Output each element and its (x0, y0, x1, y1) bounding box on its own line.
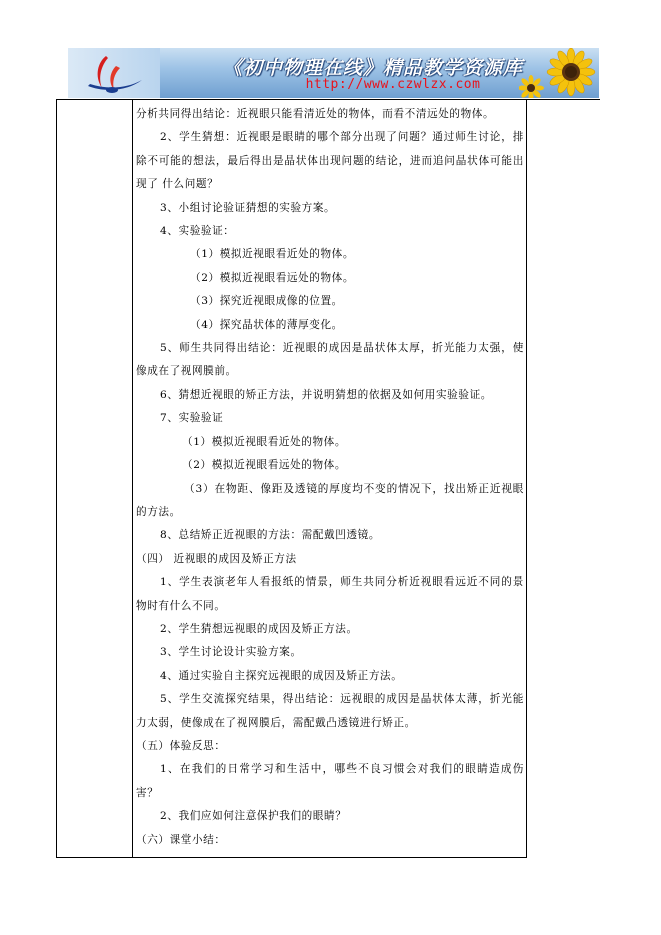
paragraph: 1、在我们的日常学习和生活中，哪些不良习惯会对我们的眼睛造成伤害？ (136, 763, 524, 799)
list-item: （1）模拟近视眼看近处的物体。 (182, 435, 347, 448)
section-heading: （四） 近视眼的成因及矫正方法 (136, 552, 297, 565)
table-border-right (526, 99, 527, 858)
paragraph: 4、实验验证： (160, 225, 235, 238)
section-heading: （六）课堂小结： (136, 833, 226, 846)
header-banner (68, 48, 599, 98)
logo-icon (68, 48, 160, 98)
paragraph: 4、通过实验自主探究远视眼的成因及矫正方法。 (160, 669, 403, 682)
table-column-divider (132, 99, 133, 858)
list-item: （1）模拟近视眼看近处的物体。 (190, 248, 355, 261)
paragraph: 7、实验验证 (160, 412, 224, 425)
banner-title: 《初中物理在线》精品教学资源库 (222, 57, 523, 79)
paragraph: 3、学生讨论设计实验方案。 (160, 646, 302, 659)
section-heading: （五）体验反思： (136, 739, 226, 752)
list-item: （2）模拟近视眼看远处的物体。 (182, 459, 347, 472)
logo-area (68, 48, 160, 98)
sunflower-icon (519, 48, 599, 98)
list-item: （3）探究近视眼成像的位置。 (190, 295, 343, 308)
paragraph: 2、学生猜想远视眼的成因及矫正方法。 (160, 622, 358, 635)
lesson-content (136, 103, 524, 852)
list-item: （3）在物距、像距及透镜的厚度均不变的情况下，找出矫正近视眼的方法。 (136, 482, 524, 518)
paragraph: 1、学生表演老年人看报纸的情景，师生共同分析近视眼看远近不同的景物时有什么不同。 (136, 576, 524, 612)
paragraph: 分析共同得出结论：近视眼只能看清近处的物体，而看不清远处的物体。 (136, 108, 495, 120)
paragraph: 3、小组讨论验证猜想的实验方案。 (160, 201, 336, 214)
table-border-left (56, 99, 57, 858)
paragraph: 6、猜想近视眼的矫正方法，并说明猜想的依据及如何用实验验证。 (160, 388, 492, 401)
list-item: （2）模拟近视眼看远处的物体。 (190, 271, 355, 284)
table-border-top (56, 99, 600, 100)
banner-url[interactable]: http://www.czwlzx.com (305, 77, 481, 92)
table-border-bottom (56, 857, 527, 858)
paragraph: 2、学生猜想：近视眼是眼睛的哪个部分出现了问题？通过师生讨论，排除不可能的想法，最后得出是晶状体出现问题的结论，进而追问晶状体可能出现了 什么问题？ (136, 131, 524, 191)
paragraph: 8、总结矫正近视眼的方法：需配戴凹透镜。 (160, 529, 381, 542)
list-item: （4）探究晶状体的薄厚变化。 (190, 318, 343, 331)
paragraph: 2、我们应如何注意保护我们的眼睛？ (160, 810, 347, 823)
paragraph: 5、学生交流探究结果，得出结论：远视眼的成因是晶状体太薄，折光能力太弱，使像成在了视网膜后，需配戴凸透镜进行矫正。 (136, 693, 524, 729)
paragraph: 5、师生共同得出结论：近视眼的成因是晶状体太厚，折光能力太强，使像成在了视网膜前。 (136, 342, 524, 378)
